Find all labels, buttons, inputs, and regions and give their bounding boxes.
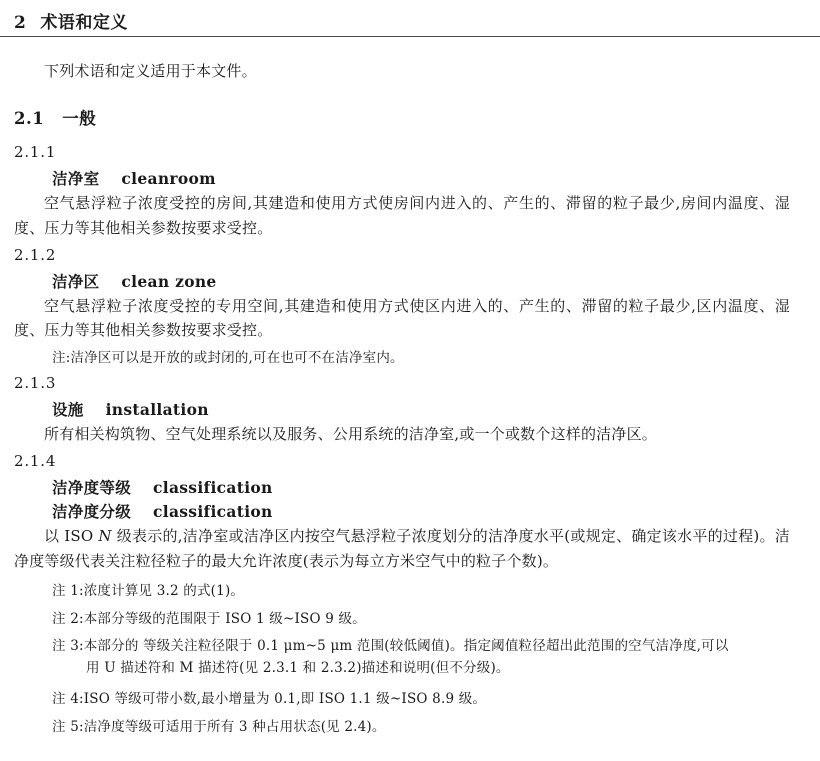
term-line-2-1-1 [12, 167, 790, 189]
clause-number-2-1-1: 2.1.1 [14, 143, 57, 162]
note-text: 本部分等级的范围限于 ISO 1 级~ISO 9 级。 [83, 610, 366, 627]
note-text: 浓度计算见 3.2 的式(1)。 [83, 582, 245, 599]
note-item [12, 581, 790, 603]
term-en-2-1-4: classification [153, 478, 273, 498]
definition-2-1-4-part1: 以 ISO [44, 527, 99, 546]
note-text: ISO 等级可带小数,最小增量为 0.1,即 ISO 1.1 级~ISO 8.9 级。 [83, 691, 487, 708]
term-en-2-1-4-alt: classification [153, 502, 273, 522]
note-item [12, 636, 790, 658]
note-label: 注 4: [52, 691, 84, 708]
term-line-2-1-3 [12, 398, 790, 420]
term-zh-2-1-4: 洁净度等级 [52, 478, 132, 498]
term-line-2-1-4 [12, 476, 790, 498]
term-zh-2-1-4-alt: 洁净度分级 [52, 502, 132, 522]
note-label: 注 3: [52, 638, 84, 655]
term-en-2-1-3: installation [105, 400, 209, 420]
term-line-2-1-2 [12, 270, 790, 292]
note-text: 本部分的 等级关注粒径限于 0.1 μm~5 μm 范围(较低阈值)。指定阈值粒径超出此范围的空气洁净度,可以 [83, 638, 729, 655]
note-2-1-2: 注:洁净区可以是开放的或封闭的,可在也可不在洁净室内。 [52, 350, 404, 367]
definition-2-1-4-part2: 级表示的,洁净室或洁净区内按空气悬浮粒子浓度划分的洁净度水平(或规定、确定该水平的过程)。洁净度等级代表关注粒径粒子的最大允许浓度(表示为每立方米空气中的粒子个数)。 [14, 527, 790, 570]
note-label: 注 5: [52, 718, 84, 735]
note-item [12, 717, 790, 739]
notes-2-1-4 [12, 581, 790, 739]
definition-2-1-1: 空气悬浮粒子浓度受控的房间,其建造和使用方式使房间内进入的、产生的、滞留的粒子最少,房间内温度、湿度、压力等其他相关参数按要求受控。 [14, 194, 790, 237]
note-continuation: 用 U 描述符和 M 描述符(见 2.3.1 和 2.3.2)描述和说明(但不分级)。 [86, 659, 510, 676]
clause-title-2: 术语和定义 [40, 13, 128, 33]
note-text: 洁净度等级可适用于所有 3 种占用状态(见 2.4)。 [83, 718, 386, 735]
note-item [12, 689, 790, 711]
clause-heading-2 [12, 8, 790, 33]
clause-number-2-1-3: 2.1.3 [14, 374, 57, 393]
clause-number-2-1-2: 2.1.2 [14, 245, 57, 264]
note-label: 注 1: [52, 582, 84, 599]
clause-number-2-1: 2.1 [14, 109, 45, 129]
term-zh-2-1-3: 设施 [52, 400, 84, 420]
term-zh-2-1-2: 洁净区 [52, 271, 100, 291]
header-rule [0, 36, 820, 37]
clause-2-intro: 下列术语和定义适用于本文件。 [44, 62, 257, 80]
clause-title-2-1: 一般 [62, 109, 97, 129]
note-item [12, 609, 790, 631]
term-zh-2-1-1: 洁净室 [52, 169, 100, 189]
term-line-2-1-4-alt [12, 500, 790, 522]
clause-number-2: 2 [14, 13, 27, 33]
definition-2-1-2: 空气悬浮粒子浓度受控的专用空间,其建造和使用方式使区内进入的、产生的、滞留的粒子最少,区内温度、湿度、压力等其他相关参数按要求受控。 [14, 296, 790, 340]
term-en-2-1-1: cleanroom [121, 169, 216, 189]
definition-2-1-4 [12, 524, 790, 573]
note-label: 注 2: [52, 610, 84, 627]
clause-heading-2-1 [12, 105, 790, 129]
clause-number-2-1-4: 2.1.4 [14, 452, 57, 471]
definition-2-1-4-symbol: N [98, 527, 112, 546]
definition-2-1-3: 所有相关构筑物、空气处理系统以及服务、公用系统的洁净室,或一个或数个这样的洁净区。 [44, 425, 657, 444]
term-en-2-1-2: clean zone [121, 271, 217, 291]
